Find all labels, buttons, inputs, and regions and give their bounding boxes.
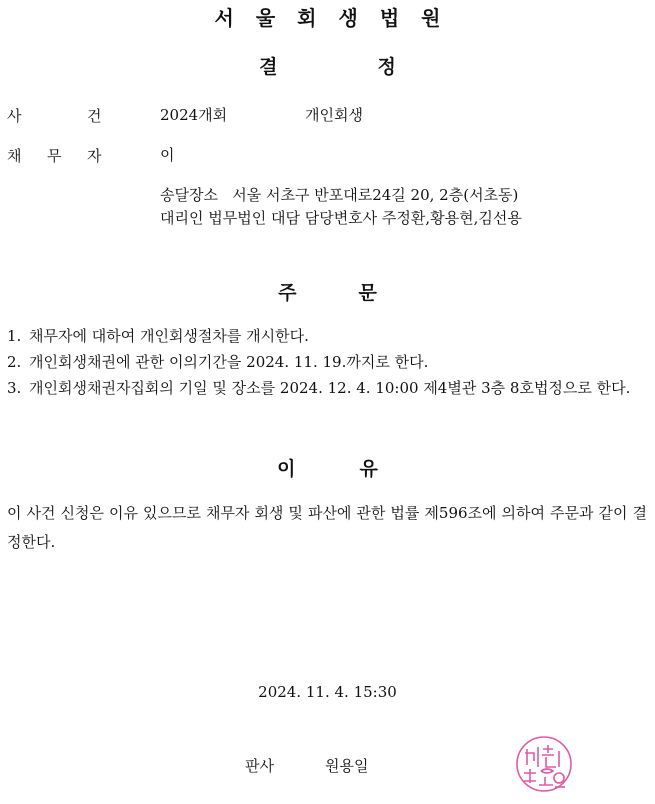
reason-heading-char: 이 xyxy=(277,458,296,480)
order-item xyxy=(7,375,649,401)
order-heading xyxy=(0,278,655,305)
title-char: 결 xyxy=(259,56,278,78)
court-name-char: 울 xyxy=(255,6,276,30)
debtor-label-char: 무 xyxy=(47,147,62,165)
judge-seal-stamp xyxy=(515,735,573,793)
debtor-label-char: 자 xyxy=(87,147,102,165)
decision-datetime: 2024. 11. 4. 15:30 xyxy=(258,683,397,701)
debtor-name: 이 xyxy=(160,146,175,164)
order-item xyxy=(7,323,649,349)
reason-text: 이 사건 신청은 이유 있으므로 채무자 회생 및 파산에 관한 법률 제596조에 의하여 주문과 같이 결정한다. xyxy=(7,504,647,551)
order-number: 2. xyxy=(7,353,22,371)
court-name xyxy=(0,2,655,31)
title-char: 정 xyxy=(377,56,396,78)
court-name-char: 원 xyxy=(421,6,441,30)
order-heading-char: 주 xyxy=(278,282,297,304)
case-number: 2024개회 xyxy=(160,106,228,124)
judge-name: 원용일 xyxy=(325,757,369,775)
order-text: 채무자에 대하여 개인회생절차를 개시한다. xyxy=(29,327,309,345)
order-heading-char: 문 xyxy=(358,282,377,304)
order-number: 1. xyxy=(7,327,22,345)
reason-heading xyxy=(0,454,655,481)
reason-heading-char: 유 xyxy=(359,458,378,480)
order-number: 3. xyxy=(7,379,22,397)
service-address: 송달장소 서울 서초구 반포대로24길 20, 2층(서초동) xyxy=(160,186,519,204)
order-item xyxy=(7,349,649,375)
court-name-char: 생 xyxy=(338,6,358,30)
judge-title: 판사 xyxy=(245,757,274,775)
case-label-char: 사 xyxy=(7,107,22,125)
court-name-char: 법 xyxy=(379,6,400,30)
order-text: 개인회생채권에 관한 이의기간을 2024. 11. 19.까지로 한다. xyxy=(29,353,429,371)
document-type-title xyxy=(0,52,655,79)
case-label-char: 건 xyxy=(87,107,102,125)
legal-agent: 대리인 법무법인 대담 담당변호사 주정환,황용현,김선용 xyxy=(160,209,522,227)
debtor-label-char: 채 xyxy=(7,147,22,165)
court-name-char: 서 xyxy=(214,6,234,30)
order-list xyxy=(7,323,649,401)
court-name-char: 회 xyxy=(297,6,317,30)
case-type: 개인회생 xyxy=(305,106,363,124)
order-text: 개인회생채권자집회의 기일 및 장소를 2024. 12. 4. 10:00 제4별관 3층 8호법정으로 한다. xyxy=(29,379,631,397)
